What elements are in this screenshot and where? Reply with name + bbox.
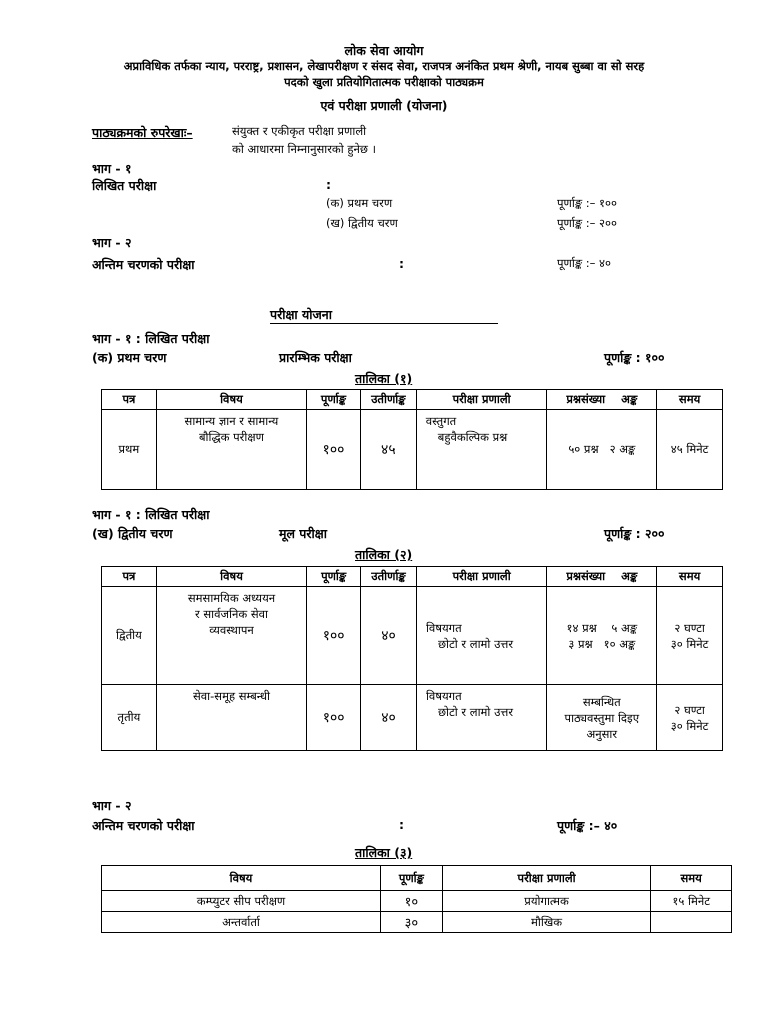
- scheme-title: परीक्षा योजना: [270, 306, 498, 324]
- outline-text1: संयुक्त र एकीकृत परीक्षा प्रणाली: [232, 124, 367, 138]
- t3r1-time: १५ मिनेट: [651, 891, 732, 912]
- t1-paper: प्रथम: [102, 410, 157, 490]
- col-paper: पत्र: [102, 390, 157, 410]
- t3r2-time: [651, 912, 732, 933]
- part2-title: अन्तिम चरणको परीक्षा: [92, 257, 195, 272]
- t1-questions: ५० प्रश्न २ अङ्क: [547, 410, 657, 490]
- col-subject: विषय: [156, 567, 306, 587]
- t2r2-full: १००: [307, 685, 361, 751]
- part1-stage2: (ख) द्वितीय चरण: [326, 216, 398, 230]
- section3-title: अन्तिम चरणको परीक्षा: [92, 818, 195, 833]
- table-row: [102, 587, 723, 685]
- t2r2-subject: सेवा-समूह सम्बन्धी: [156, 685, 306, 751]
- t2r1-subject: समसामयिक अध्ययन र सार्वजनिक सेवा व्यवस्थापन: [156, 587, 306, 685]
- part1-colon: :: [326, 177, 331, 192]
- t1-full: १००: [307, 410, 361, 490]
- table-row: [102, 891, 732, 912]
- col-system: परीक्षा प्रणाली: [416, 567, 546, 587]
- t1-system: वस्तुगत बहुवैकल्पिक प्रश्न: [416, 410, 547, 490]
- outline-text2: को आधारमा निम्नानुसारको हुनेछ ।: [232, 142, 376, 156]
- section1-marks: पूर्णाङ्क : १००: [604, 350, 665, 365]
- part1-stage2-marks: पूर्णाङ्क :– २००: [557, 216, 617, 230]
- table-row: [102, 912, 732, 933]
- col-time: समय: [657, 390, 723, 410]
- col-paper: पत्र: [102, 567, 157, 587]
- t2r1-system: विषयगत छोटो र लामो उत्तर: [416, 587, 546, 685]
- t3r1-full: १०: [381, 891, 443, 912]
- section2-type: मूल परीक्षा: [279, 526, 327, 541]
- part1-heading: भाग - १: [92, 161, 132, 176]
- t2r2-system: विषयगत छोटो र लामो उत्तर: [416, 685, 546, 751]
- col-questions: प्रश्नसंख्या अङ्क: [547, 390, 657, 410]
- section2-heading: भाग - १ : लिखित परीक्षा: [92, 507, 210, 522]
- t2r2-pass: ४०: [361, 685, 417, 751]
- section2-marks: पूर्णाङ्क : २००: [604, 526, 665, 541]
- org-title: लोक सेवा आयोग: [344, 43, 424, 58]
- section1-type: प्रारम्भिक परीक्षा: [279, 350, 352, 365]
- t3r2-subject: अन्तर्वार्ता: [102, 912, 381, 933]
- t3-col-system: परीक्षा प्रणाली: [442, 866, 651, 891]
- col-questions: प्रश्नसंख्या अङ्क: [547, 567, 657, 587]
- t2r2-questions: सम्बन्धित पाठ्यवस्तुमा दिइए अनुसार: [547, 685, 657, 751]
- t1-subject: सामान्य ज्ञान र सामान्य बौद्धिक परीक्षण: [156, 410, 306, 490]
- header-line3: पदको खुला प्रतियोगितात्मक परीक्षाको पाठ्यक्रम: [284, 75, 484, 89]
- table1-header-row: [102, 390, 723, 410]
- part2-marks: पूर्णाङ्क :– ४०: [557, 256, 611, 270]
- t3r1-subject: कम्प्युटर सीप परीक्षण: [102, 891, 381, 912]
- header-line2: अप्राविधिक तर्फका न्याय, परराष्ट्र, प्रशासन, लेखापरीक्षण र संसद सेवा, राजपत्र अनंकित प्रथम श्रेणी, नायब सुब्बा वा सो सरह: [123, 59, 645, 73]
- t2r2-time: २ घण्टा ३० मिनेट: [657, 685, 723, 751]
- table2-title: तालिका (२): [355, 547, 413, 562]
- t3-col-subject: विषय: [102, 866, 381, 891]
- t2r1-questions: १४ प्रश्न ५ अङ्क ३ प्रश्न १० अङ्क: [547, 587, 657, 685]
- t3-col-time: समय: [651, 866, 732, 891]
- header-line4: एवं परीक्षा प्रणाली (योजना): [320, 98, 448, 113]
- section3-heading: भाग - २: [92, 798, 132, 813]
- table2-header-row: [102, 567, 723, 587]
- table3-header-row: [102, 866, 732, 891]
- t1-pass: ४५: [360, 410, 416, 490]
- col-time: समय: [657, 567, 723, 587]
- t2r1-pass: ४०: [361, 587, 417, 685]
- section1-heading: भाग - १ : लिखित परीक्षा: [92, 331, 210, 346]
- part2-heading: भाग - २: [92, 235, 132, 250]
- col-full: पूर्णाङ्क: [307, 567, 361, 587]
- part1-stage1-marks: पूर्णाङ्क :– १००: [557, 196, 617, 210]
- part1-stage1: (क) प्रथम चरण: [326, 196, 393, 210]
- t2r1-paper: द्वितीय: [102, 587, 157, 685]
- t2r1-time: २ घण्टा ३० मिनेट: [657, 587, 723, 685]
- table-row: [102, 685, 723, 751]
- table1: [101, 389, 723, 490]
- t3r1-system: प्रयोगात्मक: [442, 891, 651, 912]
- section2-stage: (ख) द्वितीय चरण: [92, 526, 173, 541]
- outline-label: पाठ्यक्रमको रुपरेखाः–: [92, 125, 193, 140]
- t3r2-system: मौखिक: [442, 912, 651, 933]
- col-subject: विषय: [156, 390, 306, 410]
- table-row: [102, 410, 723, 490]
- t3-col-full: पूर्णाङ्क: [381, 866, 443, 891]
- table3: [101, 865, 732, 933]
- part1-title: लिखित परीक्षा: [92, 178, 157, 193]
- t3r2-full: ३०: [381, 912, 443, 933]
- col-pass: उतीर्णाङ्क: [360, 390, 416, 410]
- table1-title: तालिका (१): [355, 371, 413, 386]
- section1-stage: (क) प्रथम चरण: [92, 350, 167, 365]
- col-system: परीक्षा प्रणाली: [416, 390, 547, 410]
- table2: [101, 566, 723, 751]
- table3-title: तालिका (३): [355, 845, 413, 860]
- section3-marks: पूर्णाङ्क :– ४०: [557, 818, 618, 833]
- section3-colon: :: [399, 817, 404, 832]
- t1-time: ४५ मिनेट: [657, 410, 723, 490]
- col-full: पूर्णाङ्क: [307, 390, 361, 410]
- part2-colon: :: [399, 256, 404, 271]
- t2r2-paper: तृतीय: [102, 685, 157, 751]
- t2r1-full: १००: [307, 587, 361, 685]
- col-pass: उतीर्णाङ्क: [361, 567, 417, 587]
